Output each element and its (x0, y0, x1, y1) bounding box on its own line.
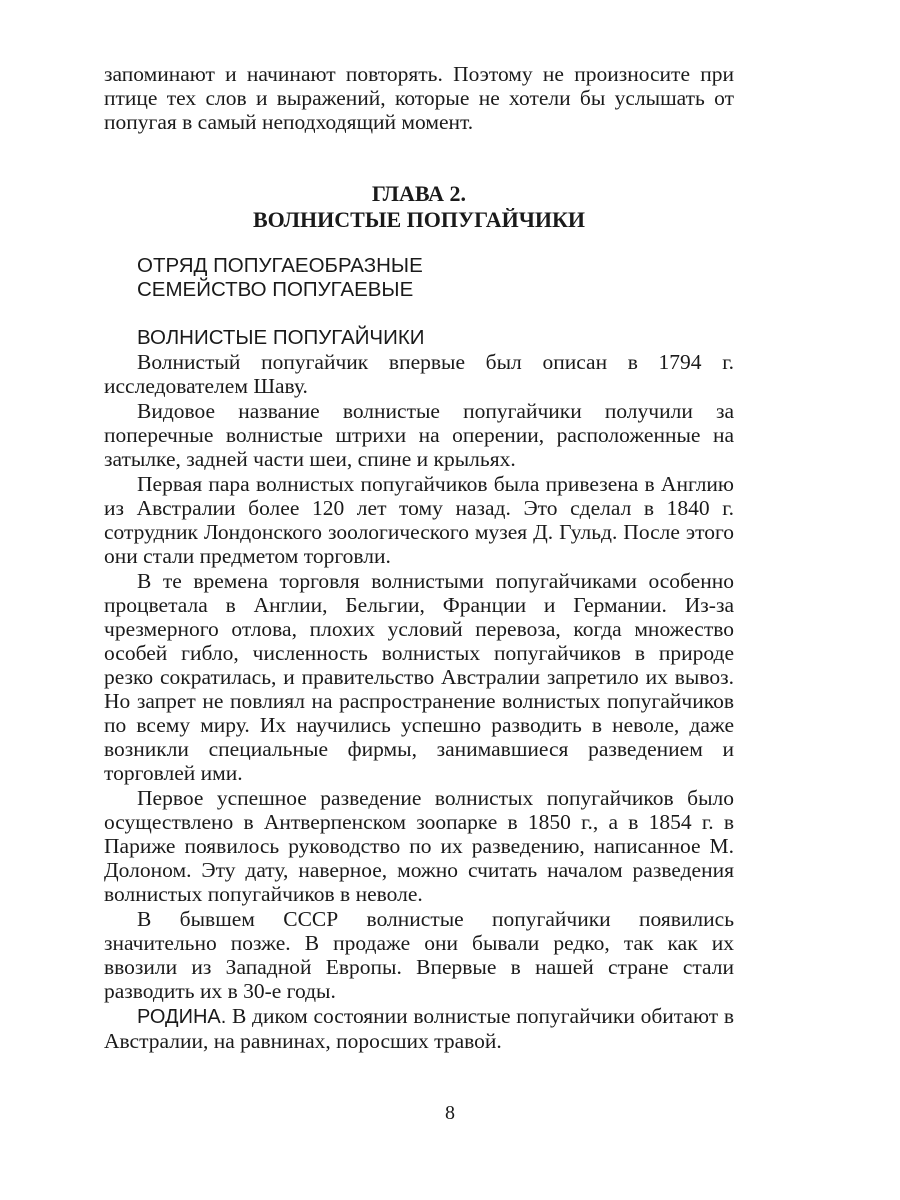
paragraph: Видовое название волнистые попугайчики получили за поперечные волнистые штрихи на оперении, расположенные на затылке, задней части шеи, спине и крыльях. (104, 399, 734, 471)
paragraph: В те времена торговля волнистыми попугайчиками особенно процветала в Англии, Бельгии, Франции и Германии. Из-за чрезмерного отлова, плохих условий перевоза, когда множество особей гибло, численность волнистых попугайчиков в природе резко сократилась, и правительство Австралии запретило их вывоз. Но запрет не повлиял на распространение волнистых попугайчиков по всему миру. Их научились успешно разводить в неволе, даже возникли специальные фирмы, занимавшиеся разведением и торговлей ими. (104, 569, 734, 785)
chapter-heading (104, 181, 734, 233)
paragraph: В бывшем СССР волнистые попугайчики появились значительно позже. В продаже они бывали редко, так как их ввозили из Западной Европы. Впервые в нашей стране стали разводить их в 30-е годы. (104, 907, 734, 1003)
classification-family: СЕМЕЙСТВО ПОПУГАЕВЫЕ (137, 278, 414, 301)
paragraph: Первая пара волнистых попугайчиков была привезена в Англию из Австралии более 120 лет тому назад. Это сделал в 1840 г. сотрудник Лондонского зоологического музея Д. Гульд. После этого они стали предметом торговли. (104, 472, 734, 568)
section-title: ВОЛНИСТЫЕ ПОПУГАЙЧИКИ (137, 326, 425, 349)
homeland-paragraph (104, 1004, 734, 1053)
page-body (104, 62, 734, 1054)
homeland-label: РОДИНА. (137, 1006, 227, 1028)
paragraph: Волнистый попугайчик впервые был описан в 1794 г. исследователем Шаву. (104, 350, 734, 398)
page-number: 8 (445, 1102, 455, 1124)
chapter-title: ВОЛНИСТЫЕ ПОПУГАЙЧИКИ (252, 207, 586, 232)
paragraph: Первое успешное разведение волнистых попугайчиков было осуществлено в Антверпенском зоопарке в 1850 г., а в 1854 г. в Париже появилось руководство по их разведению, написанное М. Долоном. Эту дату, наверное, можно считать началом разведения волнистых попугайчиков в неволе. (104, 786, 734, 906)
classification (104, 254, 734, 302)
classification-order: ОТРЯД ПОПУГАЕОБРАЗНЫЕ (137, 254, 423, 277)
homeland-text: В диком состоянии волнистые попугайчики обитают в Австралии, на равнинах, поросших травой. (104, 1004, 734, 1053)
intro-paragraph: запоминают и начинают повторять. Поэтому не произносите при птице тех слов и выражений, которые не хотели бы услышать от попугая в самый неподходящий момент. (104, 62, 734, 134)
chapter-number: ГЛАВА 2. (371, 181, 467, 206)
